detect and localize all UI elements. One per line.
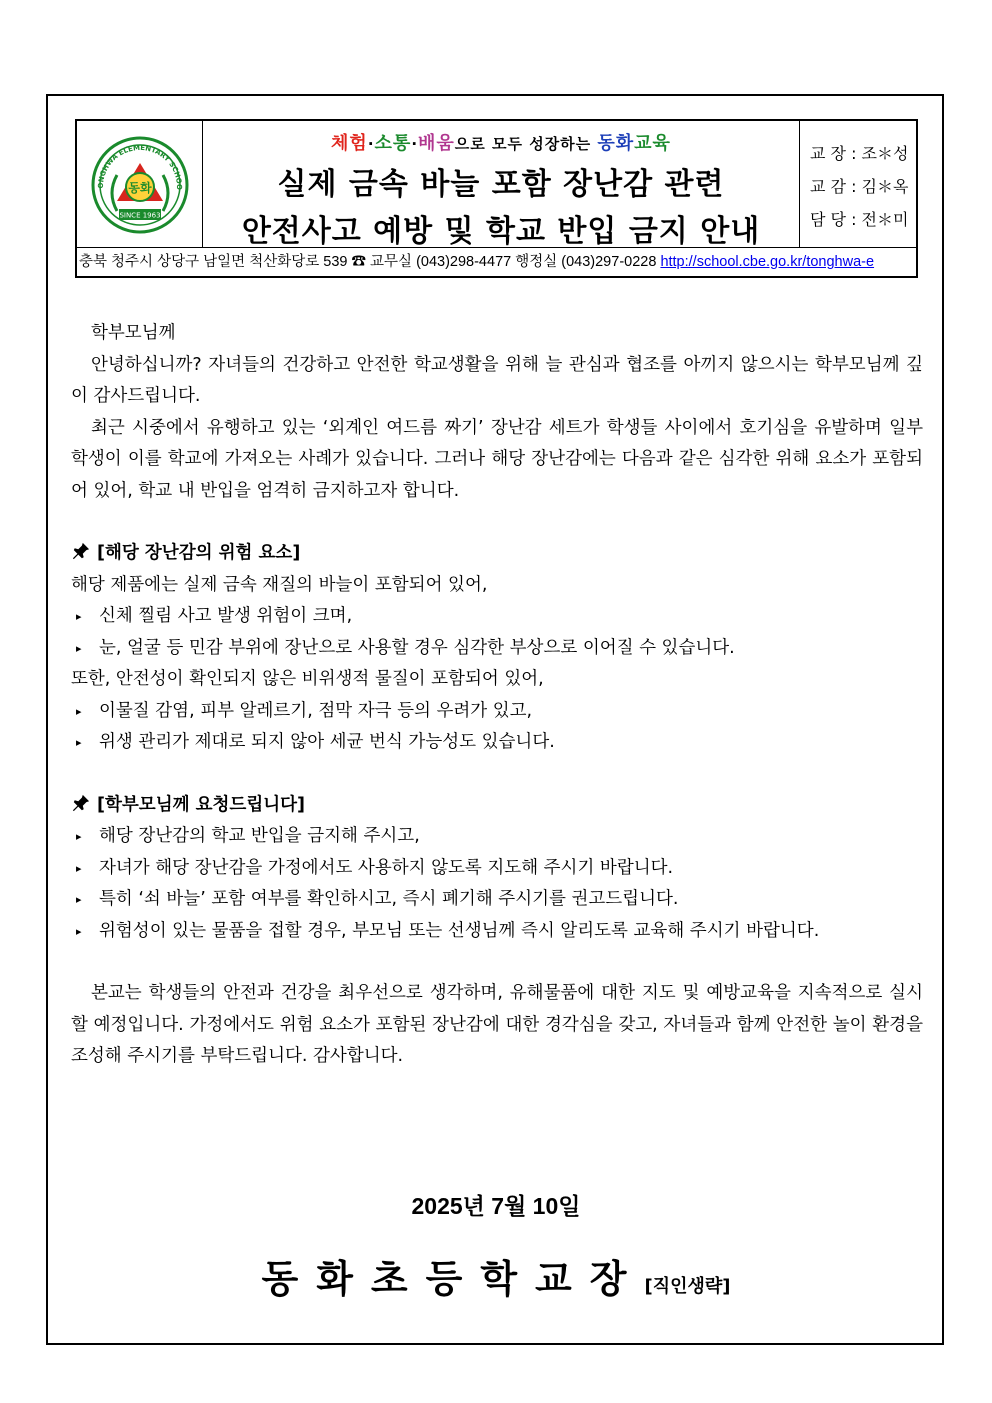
list-item: ▸ 자녀가 해당 장난감을 가정에서도 사용하지 않도록 지도해 주시기 바랍니다. <box>71 853 923 885</box>
section-requests-heading <box>71 790 923 822</box>
paragraph-intro: 안녕하십니까? 자녀들의 건강하고 안전한 학교생활을 위해 늘 관심과 협조를 아끼지 않으시는 학부모님께 깊이 감사드립니다. <box>71 354 923 406</box>
list-item: ▸ 눈, 얼굴 등 민감 부위에 장난으로 사용할 경우 심각한 부상으로 이어질 수 있습니다. <box>71 633 923 665</box>
bullet-marker: ▸ <box>76 924 82 938</box>
hazards-intro-hygiene: 또한, 안전성이 확인되지 않은 비위생적 물질이 포함되어 있어, <box>71 669 544 689</box>
signature-line <box>0 1248 992 1303</box>
pushpin-icon <box>71 542 91 560</box>
document-title-line2: 안전사고 예방 및 학교 반입 금지 안내 <box>241 214 761 249</box>
slogan-part-donghwa: 동화 <box>597 133 635 154</box>
paragraph-closing: 본교는 학생들의 안전과 건강을 최우선으로 생각하며, 유해물품에 대한 지도 및 예방교육을 지속적으로 실시할 예정입니다. 가정에서도 위험 요소가 포함된 장난감에 대한 경각심을 갖고, 자녀들과 함께 안전한 놀이 환경을 조성해 주시기를 부탁드립니다. 감사합니다. <box>71 983 923 1066</box>
list-item: ▸ 위생 관리가 제대로 되지 않아 세균 번식 가능성도 있습니다. <box>71 727 923 759</box>
pushpin-icon <box>71 794 91 812</box>
bullet-marker: ▸ <box>76 736 82 749</box>
list-item: ▸ 해당 장난감의 학교 반입을 금지해 주시고, <box>71 821 923 853</box>
slogan <box>203 129 799 155</box>
seal-note: [직인생략] <box>644 1276 731 1297</box>
slogan-part-education: 교육 <box>634 133 671 154</box>
letterhead <box>75 119 918 278</box>
bullet-marker: ▸ <box>76 861 82 875</box>
school-logo <box>77 121 202 247</box>
bullet-marker: ▸ <box>76 893 82 906</box>
section-requests-title: [학부모님께 요청드립니다] <box>97 794 306 815</box>
slogan-part-experience: 체험 <box>331 133 368 154</box>
hazards-intro-needle: 해당 제품에는 실제 금속 재질의 바늘이 포함되어 있어, <box>71 574 488 595</box>
greeting: 학부모님께 <box>91 323 176 343</box>
section-hazards-title: [해당 장난감의 위험 요소] <box>97 543 301 563</box>
document-title-line1: 실제 금속 바늘 포함 장난감 관련 <box>277 167 725 202</box>
principal-signature: 동화초등학교장 <box>261 1257 645 1301</box>
approval-vice-principal: 교 감 : 김＊옥 <box>810 177 909 196</box>
bullet-marker: ▸ <box>76 610 82 623</box>
phone-numbers: 교무실 (043)298-4477 행정실 (043)297-0228 <box>370 254 657 270</box>
school-address: 충북 청주시 상당구 남일면 척산화당로 539 <box>79 254 348 270</box>
list-item: ▸ 이물질 감염, 피부 알레르기, 점막 자극 등의 우려가 있고, <box>71 696 923 728</box>
approval-principal: 교 장 : 조＊성 <box>810 144 909 163</box>
letterhead-main-row <box>77 121 916 248</box>
approval-cell <box>800 121 916 247</box>
logo-arc-text: ONGHWA ELEMENTARY SCHOO <box>96 143 184 190</box>
issue-date: 2025년 7월 10일 <box>411 1193 581 1219</box>
contact-bar <box>79 249 916 275</box>
section-hazards-heading <box>71 538 923 570</box>
list-item: ▸ 위험성이 있는 물품을 접할 경우, 부모님 또는 선생님께 즉시 알리도록 교육해 주시기 바랍니다. <box>71 916 923 948</box>
bullet-marker: ▸ <box>76 641 82 655</box>
title-cell <box>203 121 800 247</box>
list-item: ▸ 신체 찔림 사고 발생 위험이 크며, <box>71 601 923 633</box>
logo-center-text: 동화 <box>128 181 152 195</box>
logo-since-text: SINCE 1963 <box>119 211 161 220</box>
school-website-link[interactable]: http://school.cbe.go.kr/tonghwa-e <box>660 254 875 270</box>
slogan-dot: · <box>367 135 375 153</box>
bullet-marker: ▸ <box>76 830 82 843</box>
approval-manager: 담 당 : 전＊미 <box>810 210 909 229</box>
bullet-marker: ▸ <box>76 704 82 718</box>
list-item: ▸ 특히 ‘쇠 바늘’ 포함 여부를 확인하시고, 즉시 폐기해 주시기를 권고드립니다. <box>71 884 923 916</box>
letter-body <box>71 318 923 1073</box>
phone-icon: ☎ <box>351 254 366 270</box>
slogan-middle: 으로 모두 성장하는 <box>454 135 598 153</box>
school-logo-cell <box>77 121 203 247</box>
paragraph-situation: 최근 시중에서 유행하고 있는 ‘외계인 여드름 짜기’ 장난감 세트가 학생들 사이에서 호기심을 유발하며 일부 학생이 이를 학교에 가져오는 사례가 있습니다. 그러나 해당 장난감에는 다음과 같은 심각한 위해 요소가 포함되어 있어, 학교 내 반입을 엄격히 금지하고자 합니다. <box>71 417 923 501</box>
slogan-part-communication: 소통 <box>374 133 412 154</box>
slogan-part-learning: 배움 <box>418 133 455 154</box>
slogan-dot: · <box>411 135 419 153</box>
